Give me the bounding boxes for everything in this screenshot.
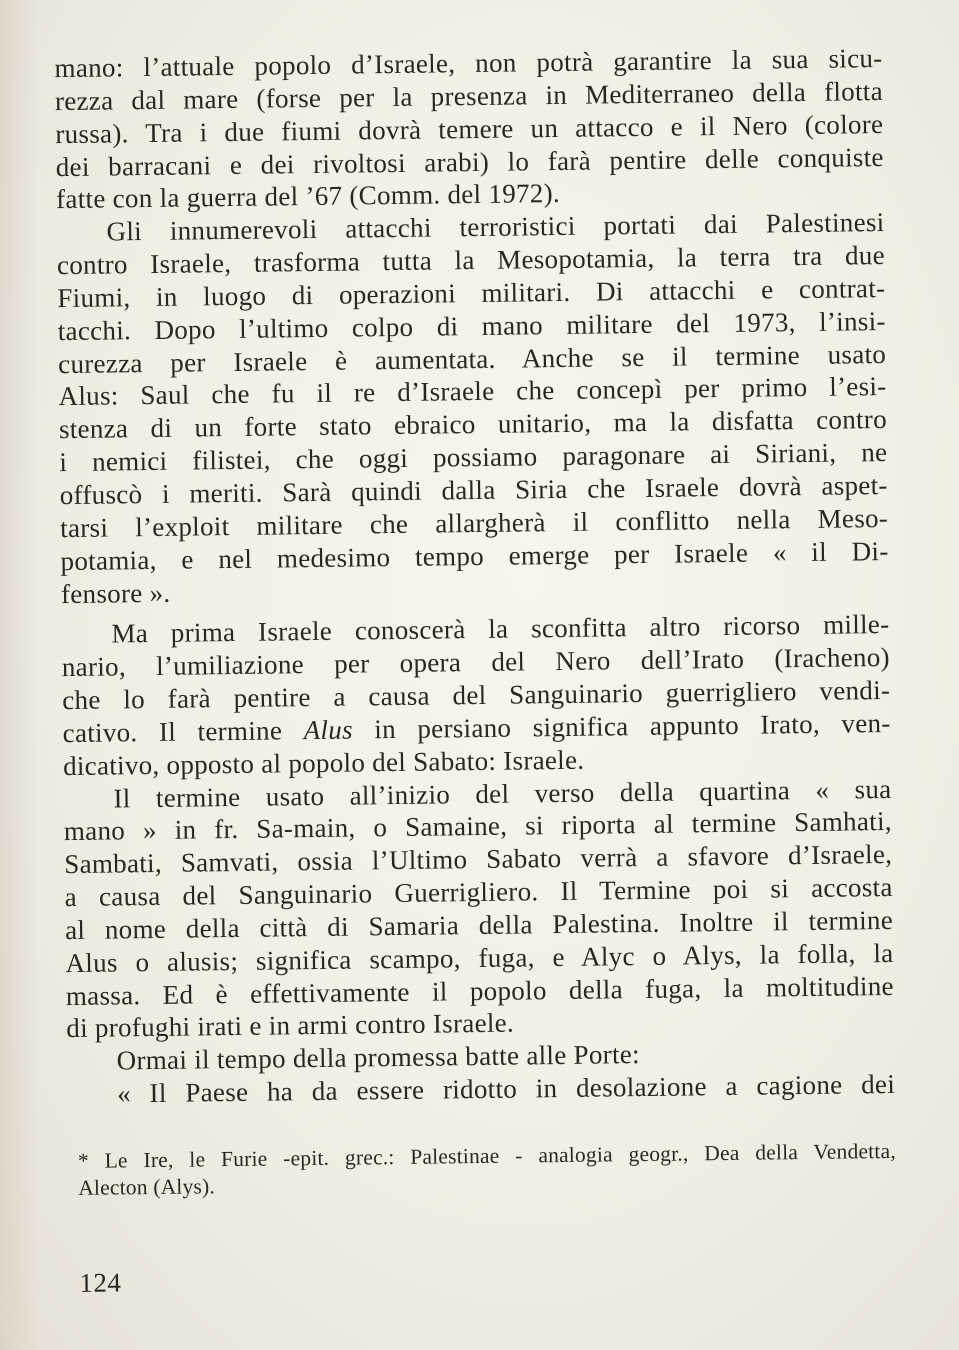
text-line: dicativo, opposto al popolo del Sabato: Israele. xyxy=(62,744,585,781)
footnote-line: Alecton (Alys). xyxy=(78,1174,216,1200)
text-line: Alus: Saul che fu il re d’Israele che concepì per primo l’esi- xyxy=(58,371,887,412)
text-line: tacchi. Dopo l’ultimo colpo di mano militare del 1973, l’insi- xyxy=(57,305,886,346)
line-segment: in persiano significa appunto Irato, ven- xyxy=(352,707,891,745)
text-line: curezza per Israele è aumentata. Anche se il termine usato xyxy=(57,338,887,379)
text-line: « Il Paese ha da essere ridotto in desolazione a cagione dei xyxy=(116,1069,896,1109)
text-line: a causa del Sanguinario Guerrigliero. Il Termine poi si accosta xyxy=(64,872,893,913)
text-line: massa. Ed è effettivamente il popolo della fuga, la moltitudine xyxy=(65,970,895,1011)
text-line: contro Israele, trasforma tutta la Mesopotamia, la terra tra due xyxy=(56,240,886,281)
text-line: fensore ». xyxy=(60,577,171,609)
text-line: nario, l’umiliazione per opera del Nero dell’Irato (Iracheno) xyxy=(61,642,890,683)
text-line: di profughi irati e in armi contro Israele. xyxy=(66,1008,515,1044)
text-line: Il termine usato all’inizio del verso della quartina « sua xyxy=(113,773,892,814)
text-line: Ormai il tempo della promessa batte alle Porte: xyxy=(116,1039,641,1076)
text-line: Gli innumerevoli attacchi terroristici portati dai Palestinesi xyxy=(106,207,885,247)
footnote-line: * Le Ire, le Furie -epit. grec.: Palestinae - analogia geogr., Dea della Vendetta, xyxy=(77,1138,896,1173)
footnote xyxy=(78,1138,897,1202)
text-line: Sambati, Samvati, ossia l’Ultimo Sabato verrà a sfavore d’Israele, xyxy=(64,839,893,880)
text-line: russa). Tra i due fiumi dovrà temere un attacco e il Nero (colore xyxy=(55,108,884,149)
text-line: Alus o alusis; significa scampo, fuga, e Alyc o Alys, la folla, la xyxy=(65,937,894,978)
line-segment: cativo. Il termine xyxy=(62,715,304,748)
italic-term: Alus xyxy=(303,714,353,746)
text-line: Fiumi, in luogo di operazioni militari. Di attacchi e contrat- xyxy=(57,272,886,314)
text-line: potamia, e nel medesimo tempo emerge per Israele « il Di- xyxy=(60,535,889,576)
text-line: dei barracani e dei rivoltosi arabi) lo farà pentire delle conquiste xyxy=(55,141,884,182)
text-line: fatte con la guerra del ’67 (Comm. del 1972). xyxy=(55,178,561,215)
text-line: tarsi l’exploit militare che allargherà il conflitto nella Meso- xyxy=(59,502,889,543)
text-line: offuscò i meriti. Sarà quindi dalla Siria che Israele dovrà aspet- xyxy=(59,469,888,511)
paragraph xyxy=(63,773,894,1046)
paragraph xyxy=(56,206,889,610)
text-line: mano: l’attuale popolo d’Israele, non potrà garantire la sua sicu- xyxy=(54,43,883,84)
paragraph xyxy=(54,42,884,216)
text-line: che lo farà pentire a causa del Sanguinario guerrigliero vendi- xyxy=(62,675,891,716)
text-line: i nemici filistei, che oggi possiamo paragonare ai Siriani, ne xyxy=(59,437,888,478)
text-line: stenza di un forte stato ebraico unitario, ma la disfatta contro xyxy=(58,404,888,445)
text-line: Ma prima Israele conoscerà la sconfitta altro ricorso mille- xyxy=(111,609,890,649)
page-number: 124 xyxy=(79,1267,122,1298)
text-line: mano » in fr. Sa-main, o Samaine, si riporta al termine Samhati, xyxy=(63,806,893,847)
text-line: al nome della città di Samaria della Palestina. Inoltre il termine xyxy=(64,904,894,946)
paragraph xyxy=(61,608,891,782)
text-line: rezza dal mare (forse per la presenza in Mediterraneo della flotta xyxy=(54,75,884,116)
body-text xyxy=(54,42,895,1111)
